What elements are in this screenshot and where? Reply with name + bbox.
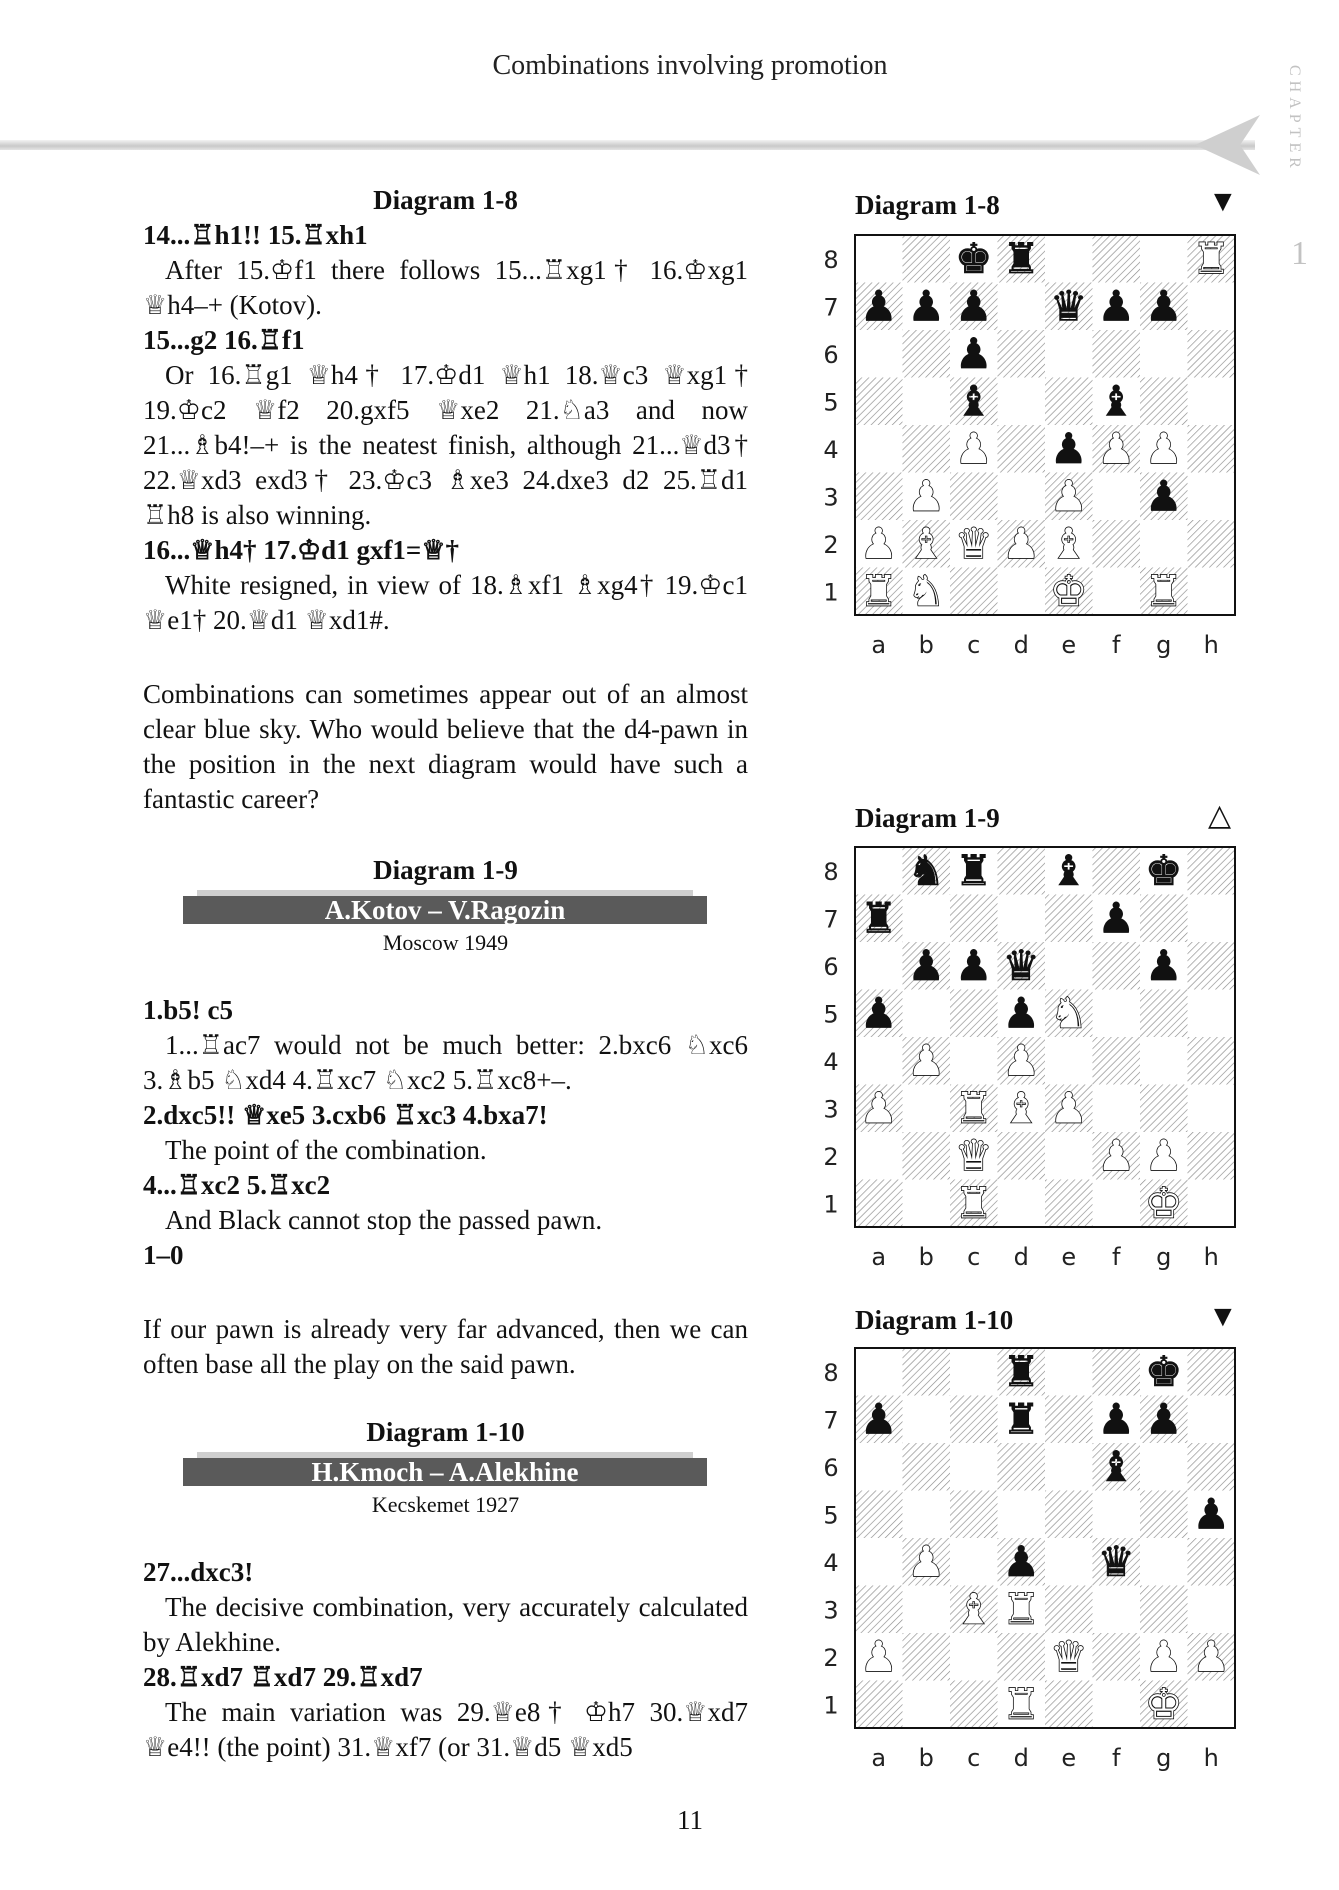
black-bishop-icon: ♝ <box>1097 376 1136 426</box>
board-square-a1 <box>855 1681 903 1729</box>
file-label: f <box>1112 1243 1121 1271</box>
white-pawn-icon: ♟ <box>907 471 946 521</box>
board-square-f4 <box>1093 1037 1141 1085</box>
black-pawn-icon: ♟ <box>1002 1536 1041 1586</box>
white-queen-icon: ♛ <box>954 1130 993 1180</box>
chapter-number: 1 <box>1291 235 1308 272</box>
intro-paragraph-2: If our pawn is already very far advanced, then we can often base all the play on the said pawn. <box>143 1314 748 1379</box>
board-square-f3 <box>1093 1085 1141 1133</box>
board-square-h4 <box>1188 425 1236 473</box>
black-pawn-icon: ♟ <box>954 328 993 378</box>
board-square-g3 <box>1140 1586 1188 1634</box>
rank-label: 7 <box>823 905 839 934</box>
board-square-h1 <box>1188 1681 1236 1729</box>
black-queen-icon: ♛ <box>1097 1536 1136 1586</box>
board-square-g4 <box>1140 1538 1188 1586</box>
board-square-g8 <box>1140 235 1188 283</box>
board-square-h4 <box>1188 1538 1236 1586</box>
diagram-1-8-commentary <box>143 183 748 638</box>
board-square-c7 <box>950 895 998 943</box>
comment-paragraph: White resigned, in view of 18.♗xf1 ♗xg4† 19.♔c1 ♕e1† 20.♕d1 ♕xd1#. <box>143 570 748 635</box>
black-rook-icon: ♜ <box>1002 1394 1041 1444</box>
board-square-d7 <box>998 283 1046 331</box>
white-bishop-icon: ♝ <box>1049 518 1088 568</box>
black-pawn-icon: ♟ <box>859 988 898 1038</box>
board-square-f3 <box>1093 473 1141 521</box>
file-label: g <box>1156 631 1172 659</box>
board-square-b3 <box>903 1085 951 1133</box>
file-label: c <box>967 1243 981 1271</box>
board-square-a1 <box>855 1180 903 1228</box>
board-square-d6 <box>998 1443 1046 1491</box>
file-label: c <box>967 1744 981 1772</box>
board-square-g2 <box>1140 520 1188 568</box>
board-square-a2 <box>855 1132 903 1180</box>
rank-label: 1 <box>823 578 839 607</box>
board-square-b8 <box>903 1348 951 1396</box>
file-label: b <box>918 1744 934 1772</box>
game-place: Kecskemet 1927 <box>371 1492 520 1517</box>
board-square-c2 <box>950 1633 998 1681</box>
board-square-e3 <box>1045 1586 1093 1634</box>
file-label: a <box>871 631 887 659</box>
board-square-b7 <box>903 895 951 943</box>
white-knight-icon: ♞ <box>1049 988 1088 1038</box>
board-square-b1 <box>903 1681 951 1729</box>
board-square-c5 <box>950 1491 998 1539</box>
board-square-f5 <box>1093 990 1141 1038</box>
white-bishop-icon: ♝ <box>954 1584 993 1634</box>
board-square-h3 <box>1188 1586 1236 1634</box>
header-rule <box>0 140 1255 150</box>
chapter-sidebar <box>1285 65 1319 275</box>
black-king-icon: ♚ <box>1144 1346 1183 1396</box>
comment-paragraph: After 15.♔f1 there follows 15...♖xg1† 16.♔xg1 ♕h4–+ (Kotov). <box>143 255 748 320</box>
rank-label: 8 <box>823 245 839 274</box>
board-square-c4 <box>950 1538 998 1586</box>
board-square-f2 <box>1093 520 1141 568</box>
board-square-a6 <box>855 1443 903 1491</box>
white-pawn-icon: ♟ <box>1144 1631 1183 1681</box>
board-square-h3 <box>1188 1085 1236 1133</box>
file-label: d <box>1013 1744 1029 1772</box>
black-rook-icon: ♜ <box>1002 1346 1041 1396</box>
board-square-e7 <box>1045 895 1093 943</box>
rank-label: 2 <box>823 1643 839 1672</box>
white-knight-icon: ♞ <box>907 566 946 616</box>
board-square-f1 <box>1093 568 1141 616</box>
board-square-d5 <box>998 1491 1046 1539</box>
board-square-g5 <box>1140 1491 1188 1539</box>
intro-paragraph-1: Combinations can sometimes appear out of an almost clear blue sky. Who would believe that the d4-pawn in the position in the next diagram would have such a fantastic career? <box>143 679 748 814</box>
black-bishop-icon: ♝ <box>1049 845 1088 895</box>
white-rook-icon: ♜ <box>1002 1584 1041 1634</box>
board-square-d7 <box>998 895 1046 943</box>
white-pawn-icon: ♟ <box>859 518 898 568</box>
board-square-a4 <box>855 1538 903 1586</box>
white-pawn-icon: ♟ <box>1192 1631 1231 1681</box>
black-queen-icon: ♛ <box>1002 940 1041 990</box>
rank-label: 3 <box>823 1596 839 1625</box>
rank-label: 3 <box>823 1095 839 1124</box>
file-label: a <box>871 1243 887 1271</box>
file-label: g <box>1156 1744 1172 1772</box>
board-square-h6 <box>1188 942 1236 990</box>
chessboard-diagram-1-10 <box>815 1346 1245 1786</box>
board-square-h6 <box>1188 1443 1236 1491</box>
white-rook-icon: ♜ <box>954 1083 993 1133</box>
white-rook-icon: ♜ <box>1002 1679 1041 1729</box>
board-square-e4 <box>1045 1538 1093 1586</box>
board-square-b5 <box>903 1491 951 1539</box>
board-square-g7 <box>1140 895 1188 943</box>
diagram-1-8-title: Diagram 1-8 <box>855 190 1000 220</box>
rank-label: 6 <box>823 1453 839 1482</box>
game-banner <box>183 1452 707 1487</box>
board-square-h1 <box>1188 1180 1236 1228</box>
board-square-a8 <box>855 235 903 283</box>
rank-label: 4 <box>823 1548 839 1577</box>
rank-label: 3 <box>823 483 839 512</box>
diagram-1-10-commentary <box>143 1415 748 1765</box>
move-line: 15...g2 16.♖f1 <box>143 325 305 355</box>
black-king-icon: ♚ <box>954 233 993 283</box>
board-square-b6 <box>903 330 951 378</box>
black-king-icon: ♚ <box>1144 845 1183 895</box>
black-pawn-icon: ♟ <box>859 1394 898 1444</box>
rank-label: 4 <box>823 435 839 464</box>
header-arrow-ornament <box>1195 110 1265 180</box>
board-square-a4 <box>855 1037 903 1085</box>
board-square-b8 <box>903 235 951 283</box>
board-square-a3 <box>855 473 903 521</box>
rank-label: 2 <box>823 1142 839 1171</box>
file-label: h <box>1203 631 1219 659</box>
board-square-g5 <box>1140 990 1188 1038</box>
board-square-h2 <box>1188 1132 1236 1180</box>
comment-paragraph: 1...♖ac7 would not be much better: 2.bxc6 ♘xc6 3.♗b5 ♘xd4 4.♖xc7 ♘xc2 5.♖xc8+–. <box>143 1030 748 1095</box>
white-king-icon: ♚ <box>1144 1679 1183 1729</box>
black-pawn-icon: ♟ <box>1049 423 1088 473</box>
board-square-h2 <box>1188 520 1236 568</box>
rank-label: 6 <box>823 952 839 981</box>
board-square-f8 <box>1093 1348 1141 1396</box>
black-pawn-icon: ♟ <box>1002 988 1041 1038</box>
rank-label: 1 <box>823 1691 839 1720</box>
board-square-e6 <box>1045 1443 1093 1491</box>
board-square-c7 <box>950 1396 998 1444</box>
white-pawn-icon: ♟ <box>1144 1130 1183 1180</box>
rank-label: 8 <box>823 857 839 886</box>
board-square-a5 <box>855 1491 903 1539</box>
rank-label: 6 <box>823 340 839 369</box>
rank-label: 7 <box>823 293 839 322</box>
move-line: 2.dxc5!! ♕xe5 3.cxb6 ♖xc3 4.bxa7! <box>143 1100 548 1130</box>
file-label: e <box>1061 631 1077 659</box>
board-square-h8 <box>1188 1348 1236 1396</box>
board-square-h8 <box>1188 847 1236 895</box>
board-square-g5 <box>1140 378 1188 426</box>
white-king-icon: ♚ <box>1144 1178 1183 1228</box>
board-square-h7 <box>1188 283 1236 331</box>
board-square-e4 <box>1045 1037 1093 1085</box>
rank-label: 2 <box>823 530 839 559</box>
board-square-h4 <box>1188 1037 1236 1085</box>
board-square-c1 <box>950 568 998 616</box>
white-pawn-icon: ♟ <box>954 423 993 473</box>
board-square-b5 <box>903 990 951 1038</box>
comment-paragraph: The main variation was 29.♕e8† ♔h7 30.♕xd7 ♕e4!! (the point) 31.♕xf7 (or 31.♕d5 ♕xd5 <box>143 1697 748 1762</box>
black-pawn-icon: ♟ <box>1144 471 1183 521</box>
board-square-d3 <box>998 473 1046 521</box>
white-rook-icon: ♜ <box>859 566 898 616</box>
page-number: 11 <box>677 1805 703 1835</box>
black-knight-icon: ♞ <box>907 845 946 895</box>
board-square-e5 <box>1045 1491 1093 1539</box>
white-king-icon: ♚ <box>1049 566 1088 616</box>
white-pawn-icon: ♟ <box>907 1035 946 1085</box>
board-square-c4 <box>950 1037 998 1085</box>
board-square-h3 <box>1188 473 1236 521</box>
board-square-d1 <box>998 568 1046 616</box>
board-square-e8 <box>1045 235 1093 283</box>
board-square-b2 <box>903 1132 951 1180</box>
board-square-b2 <box>903 1633 951 1681</box>
board-square-g6 <box>1140 1443 1188 1491</box>
white-pawn-icon: ♟ <box>1097 1130 1136 1180</box>
black-pawn-icon: ♟ <box>1192 1489 1231 1539</box>
board-square-f8 <box>1093 235 1141 283</box>
board-square-f1 <box>1093 1681 1141 1729</box>
black-rook-icon: ♜ <box>954 845 993 895</box>
black-bishop-icon: ♝ <box>954 376 993 426</box>
board-square-d2 <box>998 1132 1046 1180</box>
file-label: e <box>1061 1243 1077 1271</box>
board-square-g6 <box>1140 330 1188 378</box>
board-square-e6 <box>1045 942 1093 990</box>
board-square-b1 <box>903 1180 951 1228</box>
board-square-e5 <box>1045 378 1093 426</box>
rank-label: 5 <box>823 1501 839 1530</box>
board-square-e1 <box>1045 1180 1093 1228</box>
move-line: 28.♖xd7 ♖xd7 29.♖xd7 <box>143 1662 423 1692</box>
board-square-a8 <box>855 847 903 895</box>
board-square-f5 <box>1093 1491 1141 1539</box>
rank-label: 1 <box>823 1190 839 1219</box>
comment-paragraph: The decisive combination, very accurately calculated by Alekhine. <box>143 1592 748 1657</box>
board-square-f2 <box>1093 1633 1141 1681</box>
file-label: c <box>967 631 981 659</box>
black-pawn-icon: ♟ <box>1144 940 1183 990</box>
board-square-h6 <box>1188 330 1236 378</box>
board-square-f8 <box>1093 847 1141 895</box>
board-square-b5 <box>903 378 951 426</box>
board-square-b4 <box>903 425 951 473</box>
board-square-e7 <box>1045 1396 1093 1444</box>
black-pawn-icon: ♟ <box>954 940 993 990</box>
black-pawn-icon: ♟ <box>1144 1394 1183 1444</box>
white-bishop-icon: ♝ <box>907 518 946 568</box>
file-label: h <box>1203 1744 1219 1772</box>
board-square-f6 <box>1093 330 1141 378</box>
board-square-a3 <box>855 1586 903 1634</box>
board-square-g3 <box>1140 1085 1188 1133</box>
board-square-e8 <box>1045 1348 1093 1396</box>
board-square-b7 <box>903 1396 951 1444</box>
board-square-a4 <box>855 425 903 473</box>
file-label: h <box>1203 1243 1219 1271</box>
white-rook-icon: ♜ <box>1144 566 1183 616</box>
black-pawn-icon: ♟ <box>907 940 946 990</box>
board-square-h7 <box>1188 1396 1236 1444</box>
board-square-c8 <box>950 1348 998 1396</box>
board-square-a6 <box>855 942 903 990</box>
black-pawn-icon: ♟ <box>859 281 898 331</box>
file-label: a <box>871 1744 887 1772</box>
diagram-1-8-heading: Diagram 1-8 <box>373 185 518 215</box>
board-square-c6 <box>950 1443 998 1491</box>
board-square-e6 <box>1045 330 1093 378</box>
white-pawn-icon: ♟ <box>1097 423 1136 473</box>
chessboard-diagram-1-8 <box>815 233 1245 673</box>
rank-label: 5 <box>823 1000 839 1029</box>
white-pawn-icon: ♟ <box>1144 423 1183 473</box>
board-square-f1 <box>1093 1180 1141 1228</box>
white-pawn-icon: ♟ <box>907 1536 946 1586</box>
move-line: 16...♕h4† 17.♔d1 gxf1=♕† <box>143 535 460 565</box>
game-players: A.Kotov – V.Ragozin <box>183 896 707 924</box>
diagram-1-9-commentary <box>143 853 748 1273</box>
chessboard-diagram-1-9 <box>815 845 1245 1285</box>
file-label: e <box>1061 1744 1077 1772</box>
board-square-c5 <box>950 990 998 1038</box>
black-rook-icon: ♜ <box>1002 233 1041 283</box>
file-label: d <box>1013 1243 1029 1271</box>
board-square-h7 <box>1188 895 1236 943</box>
black-queen-icon: ♛ <box>1049 281 1088 331</box>
board-square-d5 <box>998 378 1046 426</box>
rank-label: 5 <box>823 388 839 417</box>
comment-paragraph: Or 16.♖g1 ♕h4† 17.♔d1 ♕h1 18.♕c3 ♕xg1† 19.♔c2 ♕f2 20.gxf5 ♕xe2 21.♘a3 and now 21...♗b4!–+ is the neatest finish, although 21...♕d3† 22.♕xd3 exd3† 23.♔c3 ♗xe3 24.dxe3 d2 25.♖d1 ♖h8 is also winning. <box>143 360 748 530</box>
black-rook-icon: ♜ <box>859 893 898 943</box>
black-pawn-icon: ♟ <box>1097 893 1136 943</box>
game-players: H.Kmoch – A.Alekhine <box>183 1458 707 1486</box>
board-square-c1 <box>950 1681 998 1729</box>
white-pawn-icon: ♟ <box>859 1083 898 1133</box>
board-square-f3 <box>1093 1586 1141 1634</box>
board-square-g4 <box>1140 1037 1188 1085</box>
diagram-1-9-title: Diagram 1-9 <box>855 803 1000 833</box>
white-rook-icon: ♜ <box>954 1178 993 1228</box>
board-square-b6 <box>903 1443 951 1491</box>
board-square-d8 <box>998 847 1046 895</box>
move-line: 14...♖h1!! 15.♖xh1 <box>143 220 368 250</box>
side-to-move-icon: ▼ <box>1208 1300 1238 1333</box>
white-pawn-icon: ♟ <box>1002 518 1041 568</box>
board-square-h5 <box>1188 378 1236 426</box>
move-line: 27...dxc3! <box>143 1557 254 1587</box>
file-label: g <box>1156 1243 1172 1271</box>
comment-paragraph: And Black cannot stop the passed pawn. <box>165 1205 603 1235</box>
black-pawn-icon: ♟ <box>1097 281 1136 331</box>
black-pawn-icon: ♟ <box>954 281 993 331</box>
white-rook-icon: ♜ <box>1192 233 1231 283</box>
black-pawn-icon: ♟ <box>907 281 946 331</box>
board-square-d1 <box>998 1180 1046 1228</box>
black-pawn-icon: ♟ <box>1144 281 1183 331</box>
board-square-c3 <box>950 473 998 521</box>
running-head: Combinations involving promotion <box>492 50 888 81</box>
white-queen-icon: ♛ <box>954 518 993 568</box>
white-queen-icon: ♛ <box>1049 1631 1088 1681</box>
side-to-move-icon: ▼ <box>1208 185 1238 218</box>
game-result: 1–0 <box>143 1240 184 1270</box>
board-square-h5 <box>1188 990 1236 1038</box>
move-line: 4...♖xc2 5.♖xc2 <box>143 1170 331 1200</box>
board-square-h1 <box>1188 568 1236 616</box>
board-square-d2 <box>998 1633 1046 1681</box>
move-line: 1.b5! c5 <box>143 995 233 1025</box>
comment-paragraph: The point of the combination. <box>165 1135 487 1165</box>
black-pawn-icon: ♟ <box>1097 1394 1136 1444</box>
diagram-1-10-title: Diagram 1-10 <box>855 1305 1014 1335</box>
board-square-e2 <box>1045 1132 1093 1180</box>
file-label: b <box>918 1243 934 1271</box>
game-place: Moscow 1949 <box>382 930 509 955</box>
white-pawn-icon: ♟ <box>1049 1083 1088 1133</box>
board-square-d4 <box>998 425 1046 473</box>
game-banner <box>183 890 707 925</box>
board-square-a8 <box>855 1348 903 1396</box>
side-to-move-icon: △ <box>1208 799 1232 832</box>
file-label: f <box>1112 631 1121 659</box>
file-label: d <box>1013 631 1029 659</box>
white-pawn-icon: ♟ <box>1002 1035 1041 1085</box>
board-square-d6 <box>998 330 1046 378</box>
black-bishop-icon: ♝ <box>1097 1441 1136 1491</box>
board-square-a6 <box>855 330 903 378</box>
board-square-f6 <box>1093 942 1141 990</box>
rank-label: 7 <box>823 1406 839 1435</box>
white-pawn-icon: ♟ <box>859 1631 898 1681</box>
diagram-1-10-heading: Diagram 1-10 <box>366 1417 525 1447</box>
board-square-b3 <box>903 1586 951 1634</box>
rank-label: 4 <box>823 1047 839 1076</box>
file-label: b <box>918 631 934 659</box>
white-bishop-icon: ♝ <box>1002 1083 1041 1133</box>
white-pawn-icon: ♟ <box>1049 471 1088 521</box>
chapter-label: CHAPTER <box>1286 65 1303 173</box>
file-label: f <box>1112 1744 1121 1772</box>
diagram-1-9-heading: Diagram 1-9 <box>373 855 518 885</box>
rank-label: 8 <box>823 1358 839 1387</box>
board-square-e1 <box>1045 1681 1093 1729</box>
board-square-a5 <box>855 378 903 426</box>
